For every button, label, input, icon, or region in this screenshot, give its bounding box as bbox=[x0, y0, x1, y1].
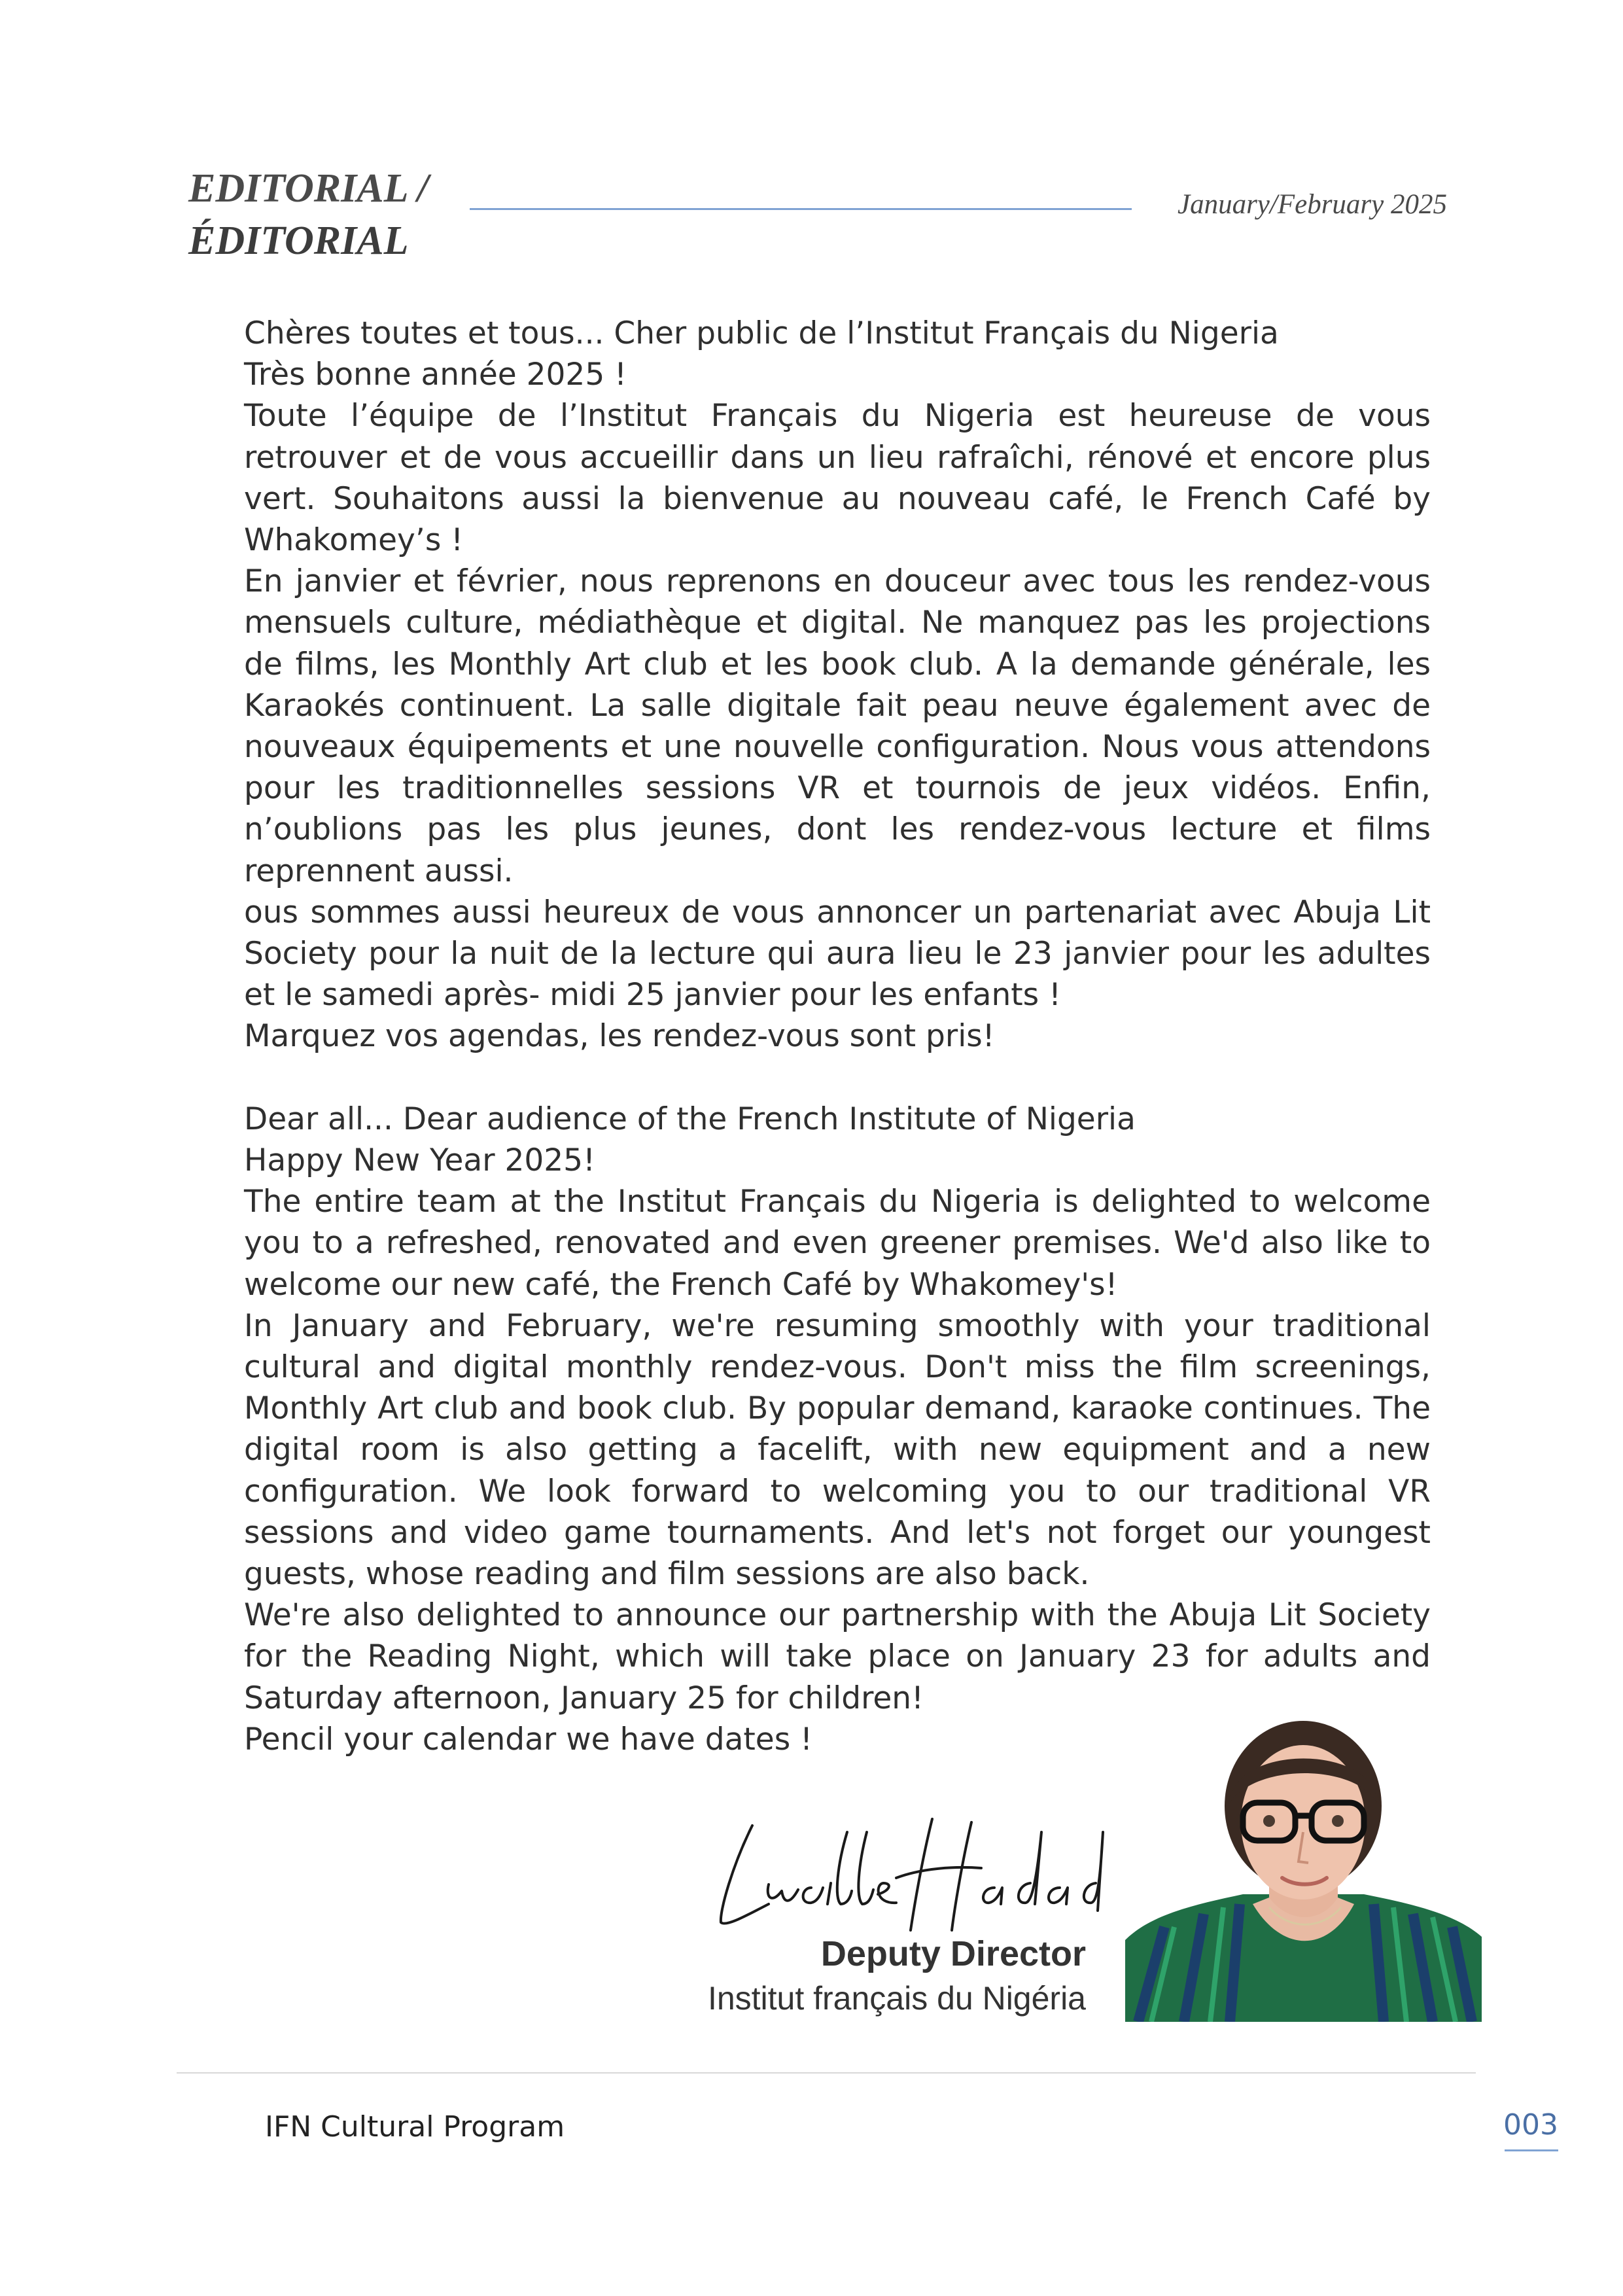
french-paragraph-welcome: Toute l’équipe de l’Institut Français du Nigeria est heureuse de vous retrouver et de vous accueillir dans un lieu rafraîchi, rénové et encore plus vert. Souhaitons aussi la bienvenue au nouveau café, le French Café by Whakomey’s ! bbox=[244, 398, 1431, 559]
editorial-body bbox=[244, 313, 1431, 1760]
footer-divider bbox=[177, 2072, 1476, 2074]
french-paragraph-partnership: ous sommes aussi heureux de vous annoncer un partenariat avec Abuja Lit Society pour la nuit de la lecture qui aura lieu le 23 janvier pour les adultes et le samedi après- midi 25 janvier pour les enfants ! bbox=[244, 894, 1431, 1014]
footer-program-title: IFN Cultural Program bbox=[265, 2110, 565, 2144]
title-line-english: EDITORIAL / bbox=[188, 166, 428, 211]
issue-date: January/February 2025 bbox=[1177, 189, 1447, 220]
english-paragraph-program: In January and February, we're resuming smoothly with your traditional cultural and digital monthly rendez-vous. Don't miss the film screenings, Monthly Art club and book club. By popular demand, karaoke continues. The digital room is also getting a facelift, with new equipment and a new configuration. We look forward to welcoming you to our traditional VR sessions and video game tournaments. And let's not forget our youngest guests, whose reading and film sessions are also back. bbox=[244, 1307, 1431, 1593]
director-portrait-photo bbox=[1125, 1718, 1482, 2022]
header-divider bbox=[470, 208, 1132, 210]
page-number-underline bbox=[1505, 2149, 1558, 2151]
language-separator bbox=[244, 1057, 1431, 1099]
page-title bbox=[188, 162, 428, 267]
english-greeting: Dear all... Dear audience of the French Institute of Nigeria bbox=[244, 1101, 1136, 1137]
english-closing: Pencil your calendar we have dates ! bbox=[244, 1721, 812, 1757]
english-new-year: Happy New Year 2025! bbox=[244, 1142, 595, 1179]
title-line-french: ÉDITORIAL bbox=[188, 219, 409, 263]
english-paragraph-welcome: The entire team at the Institut Français du Nigeria is delighted to welcome you to a refreshed, renovated and even greener premises. We'd also like to welcome our new café, the French Café by Whakomey's! bbox=[244, 1184, 1431, 1303]
french-greeting: Chères toutes et tous... Cher public de l’Institut Français du Nigeria bbox=[244, 315, 1279, 351]
page-number: 003 bbox=[1503, 2108, 1558, 2142]
english-paragraph-partnership: We're also delighted to announce our partnership with the Abuja Lit Society for the Reading Night, which will take place on January 23 for adults and Saturday afternoon, January 25 for children! bbox=[244, 1597, 1431, 1716]
french-paragraph-program: En janvier et février, nous reprenons en douceur avec tous les rendez-vous mensuels culture, médiathèque et digital. Ne manquez pas les projections de films, les Monthly Art club et les book club. A la demande générale, les Karaokés continuent. La salle digitale fait peau neuve également avec de nouveaux équipements et une nouvelle configuration. Nous vous attendons pour les traditionnelles sessions VR et tournois de jeux vidéos. Enfin, n’oublions pas les plus jeunes, dont les rendez-vous lecture et films reprennent aussi. bbox=[244, 563, 1431, 889]
french-closing: Marquez vos agendas, les rendez-vous sont pris! bbox=[244, 1018, 995, 1055]
signatory-organization: Institut français du Nigéria bbox=[707, 1980, 1086, 2017]
signatory-role: Deputy Director bbox=[820, 1934, 1086, 1973]
french-new-year: Très bonne année 2025 ! bbox=[244, 357, 627, 393]
handwritten-signature bbox=[707, 1806, 1106, 1937]
